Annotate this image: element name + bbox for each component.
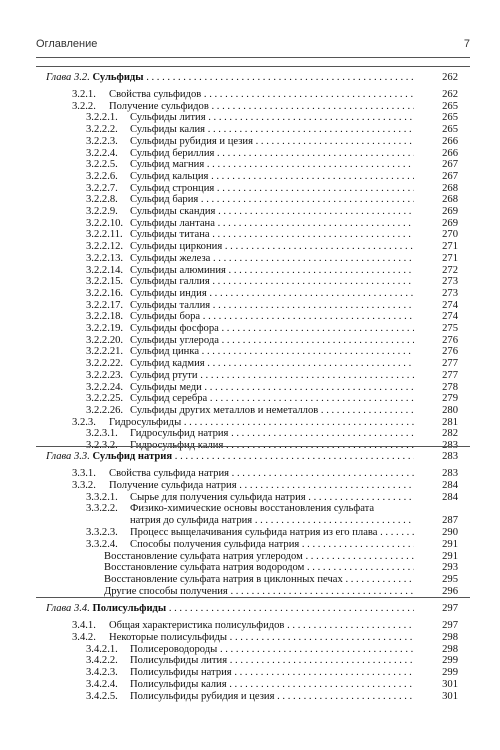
toc-entry[interactable] — [0, 632, 458, 644]
entry-title: Восстановление сульфата натрия углеродом . . . — [104, 551, 414, 563]
entry-page: 277 — [442, 358, 458, 370]
entry-page: 274 — [442, 311, 458, 323]
entry-title: Сульфиды углерода . . . — [130, 335, 414, 347]
toc-entry[interactable] — [0, 136, 458, 148]
entry-page: 297 — [442, 620, 458, 631]
entry-number: 3.2.3.2. — [86, 440, 118, 451]
entry-title: Сульфиды фосфора . . . — [130, 323, 414, 335]
entry-title: натрия до сульфида натрия . . . — [130, 515, 414, 527]
entry-title: Сульфид кальция . . . — [130, 171, 414, 183]
toc-entry[interactable] — [0, 667, 458, 679]
entry-title: Восстановление сульфата натрия водородом . . . — [104, 562, 414, 574]
entry-number: 3.2.2.15. — [86, 276, 124, 288]
entry-page: 275 — [442, 323, 458, 334]
toc-entry[interactable] — [0, 323, 458, 335]
entry-number: 3.3.2.4. — [86, 538, 118, 550]
entry-number: 3.2.2.2. — [86, 124, 118, 136]
entry-title: Получение сульфида натрия . . . — [109, 480, 414, 492]
toc-entry[interactable] — [0, 218, 458, 230]
toc-entry[interactable] — [0, 124, 458, 136]
chapter-label: Глава 3.3. — [46, 451, 90, 462]
section-divider — [36, 446, 470, 447]
toc-entry[interactable] — [0, 527, 458, 539]
toc-entry[interactable] — [0, 492, 458, 504]
entry-title: Полисульфиды лития . . . — [130, 655, 414, 667]
entry-number: 3.2.3.1. — [86, 428, 118, 440]
entry-title: Сульфиды циркония . . . — [130, 241, 414, 253]
entry-title: Гидросульфиды . . . — [109, 417, 414, 429]
toc-entry[interactable] — [0, 393, 458, 405]
toc-chapter[interactable] — [46, 451, 458, 463]
entry-number: 3.2.2.20. — [86, 334, 124, 346]
toc-entry[interactable] — [0, 335, 458, 347]
entry-page: 287 — [442, 515, 458, 527]
entry-page: 301 — [442, 679, 458, 690]
toc-entry[interactable] — [0, 253, 458, 265]
entry-page: 298 — [442, 643, 458, 655]
entry-page: 272 — [442, 264, 458, 276]
entry-page: 298 — [442, 631, 458, 643]
entry-number: 3.3.2.2. — [86, 503, 118, 515]
entry-title: Сульфид бария . . . — [130, 194, 414, 206]
entry-title: Получение сульфидов . . . — [109, 101, 414, 113]
entry-page: 269 — [442, 206, 458, 217]
entry-number: 3.2.2.18. — [86, 311, 124, 323]
entry-number: 3.2.2.17. — [86, 299, 124, 311]
entry-title: Сульфиды титана . . . — [130, 229, 414, 241]
section-divider — [36, 66, 470, 67]
entry-number: 3.2.2.25. — [86, 393, 124, 405]
toc-entry[interactable] — [0, 644, 458, 656]
entry-title: Сульфиды таллия . . . — [130, 300, 414, 312]
entry-page: 301 — [442, 690, 458, 702]
toc-entry[interactable] — [0, 265, 458, 277]
entry-page: 273 — [442, 276, 458, 288]
toc-entry[interactable] — [0, 417, 458, 429]
entry-title: Сульфид бериллия . . . — [130, 148, 414, 160]
chapter-heading — [46, 72, 414, 84]
entry-title: Сульфиды лантана . . . — [130, 218, 414, 230]
entry-title: Способы получения сульфида натрия . . . — [130, 539, 414, 551]
entry-title: Сульфиды калия . . . — [130, 124, 414, 136]
entry-page: 268 — [442, 182, 458, 194]
toc-entry[interactable] — [0, 562, 458, 574]
entry-page: 265 — [442, 112, 458, 124]
entry-page: 283 — [442, 468, 458, 479]
entry-number: 3.3.1. — [72, 468, 96, 479]
entry-page: 266 — [442, 135, 458, 147]
toc-entry[interactable] — [0, 194, 458, 206]
toc-entry[interactable] — [0, 159, 458, 171]
toc-entry[interactable] — [0, 288, 458, 300]
entry-page: 271 — [442, 241, 458, 253]
entry-number: 3.4.2.2. — [86, 655, 118, 667]
entry-title: Полисульфиды натрия . . . — [130, 667, 414, 679]
entry-title: Сульфиды алюминия . . . — [130, 265, 414, 277]
entry-number: 3.4.2.1. — [86, 643, 118, 655]
toc-entry[interactable] — [0, 679, 458, 691]
toc-entry[interactable] — [0, 620, 458, 632]
entry-page: 279 — [442, 393, 458, 405]
entry-title: Некоторые полисульфиды . . . — [109, 632, 414, 644]
entry-page: 271 — [442, 252, 458, 264]
entry-title: Свойства сульфидов . . . — [109, 89, 414, 101]
entry-number: 3.2.2.21. — [86, 346, 124, 358]
entry-title: Другие способы получения . . . — [104, 586, 414, 598]
toc-entry[interactable] — [0, 183, 458, 195]
entry-number: 3.2.2.22. — [86, 358, 124, 370]
entry-title: Гидросульфид натрия . . . — [130, 428, 414, 440]
entry-title: Физико-химические основы восстановления сульфата — [130, 503, 375, 515]
toc-entry[interactable] — [0, 655, 458, 667]
entry-number: 3.2.2.5. — [86, 159, 118, 171]
chapter-heading — [46, 451, 414, 463]
toc-entry[interactable] — [0, 276, 458, 288]
chapter-label: Глава 3.4. — [46, 603, 90, 614]
entry-number: 3.3.2. — [72, 479, 96, 491]
toc-entry[interactable] — [0, 241, 458, 253]
entry-number: 3.3.2.3. — [86, 527, 118, 538]
entry-page: 291 — [442, 538, 458, 550]
entry-title: Сульфиды железа . . . — [130, 253, 414, 265]
toc-entry[interactable] — [0, 370, 458, 382]
entry-title: Сульфид кадмия . . . — [130, 358, 414, 370]
toc-entry[interactable] — [0, 691, 458, 703]
entry-page: 296 — [442, 586, 458, 597]
entry-page: 265 — [442, 100, 458, 112]
entry-number: 3.4.2.5. — [86, 690, 118, 702]
toc-entry[interactable] — [0, 468, 458, 480]
entry-number: 3.4.2.4. — [86, 679, 118, 690]
entry-page: 267 — [442, 159, 458, 171]
entry-page: 299 — [442, 667, 458, 679]
toc-entry[interactable] — [0, 229, 458, 241]
entry-number: 3.2.2.23. — [86, 369, 124, 381]
chapter-page: 283 — [442, 451, 458, 462]
entry-page: 299 — [442, 655, 458, 667]
entry-page: 269 — [442, 217, 458, 229]
toc-entry[interactable] — [0, 346, 458, 358]
chapter-page: 262 — [442, 72, 458, 83]
entry-title: Гидросульфид калия . . . — [130, 440, 414, 452]
entry-title: Сульфиды лития . . . — [130, 112, 414, 124]
toc-entry[interactable] — [0, 503, 458, 515]
entry-page: 276 — [442, 334, 458, 346]
toc-entry[interactable] — [0, 358, 458, 370]
entry-title: Полисульфиды рубидия и цезия . . . — [130, 691, 414, 703]
entry-number: 3.2.2.11. — [86, 229, 123, 241]
entry-page: 265 — [442, 124, 458, 136]
entry-number: 3.2.2.9. — [86, 206, 118, 217]
toc-entry[interactable] — [0, 89, 458, 101]
entry-page: 282 — [442, 428, 458, 440]
entry-title: Сульфиды рубидия и цезия . . . — [130, 136, 414, 148]
toc-entry[interactable] — [0, 551, 458, 563]
entry-title: Сульфид стронция . . . — [130, 183, 414, 195]
toc-entry[interactable] — [0, 480, 458, 492]
entry-number: 3.4.1. — [72, 620, 96, 631]
entry-title: Сульфиды других металлов и неметаллов . . . — [130, 405, 414, 417]
toc-chapter[interactable] — [46, 72, 458, 84]
entry-number: 3.2.2.12. — [86, 241, 124, 253]
entry-page: 280 — [442, 404, 458, 416]
toc-entry[interactable] — [0, 148, 458, 160]
toc-entry[interactable] — [0, 539, 458, 551]
entry-title: Полисульфиды калия . . . — [130, 679, 414, 691]
entry-title: Сульфиды меди . . . — [130, 382, 414, 394]
chapter-title: Полисульфиды — [92, 603, 167, 614]
chapter-page: 297 — [442, 603, 458, 614]
entry-title: Сырье для получения сульфида натрия . . . — [130, 492, 414, 504]
toc-entry[interactable] — [0, 428, 458, 440]
entry-page: 291 — [442, 550, 458, 562]
entry-number: 3.2.1. — [72, 89, 96, 100]
entry-page: 281 — [442, 416, 458, 428]
toc-entry[interactable] — [0, 171, 458, 183]
entry-number: 3.2.2.19. — [86, 323, 124, 334]
entry-page: 273 — [442, 287, 458, 299]
toc-entry[interactable] — [0, 101, 458, 113]
entry-number: 3.2.2.4. — [86, 147, 118, 159]
entry-page: 295 — [442, 574, 458, 586]
entry-page: 278 — [442, 381, 458, 393]
entry-number: 3.2.2.24. — [86, 381, 124, 393]
entry-number: 3.4.2.3. — [86, 667, 118, 679]
entry-number: 3.2.2.8. — [86, 194, 118, 206]
entry-page: 284 — [442, 479, 458, 491]
entry-page: 290 — [442, 527, 458, 538]
entry-page: 268 — [442, 194, 458, 206]
entry-title: Полисероводороды . . . — [130, 644, 414, 656]
toc-entry[interactable] — [0, 311, 458, 323]
entry-number: 3.2.2.1. — [86, 112, 118, 124]
entry-number: 3.2.2.13. — [86, 252, 124, 264]
entry-page: 284 — [442, 491, 458, 503]
entry-page: 274 — [442, 299, 458, 311]
entry-number: 3.2.2.26. — [86, 404, 124, 416]
entry-title: Сульфиды скандия . . . — [130, 206, 414, 218]
entry-page: 262 — [442, 89, 458, 100]
entry-number: 3.4.2. — [72, 631, 96, 643]
chapter-heading — [46, 603, 414, 615]
chapter-label: Глава 3.2. — [46, 72, 90, 83]
toc-entry[interactable] — [0, 405, 458, 417]
entry-page: 293 — [442, 562, 458, 574]
entry-title: Общая характеристика полисульфидов . . . — [109, 620, 414, 632]
entry-page: 266 — [442, 147, 458, 159]
entry-number: 3.2.2.10. — [86, 217, 124, 229]
entry-title: Свойства сульфида натрия . . . — [109, 468, 414, 480]
toc-entry[interactable] — [0, 515, 458, 527]
entry-title: Процесс выщелачивания сульфида натрия из его плава . . . — [130, 527, 414, 539]
entry-page: 270 — [442, 229, 458, 241]
toc-chapter[interactable] — [46, 603, 458, 615]
entry-title: Сульфид магния . . . — [130, 159, 414, 171]
entry-number: 3.2.2.3. — [86, 135, 118, 147]
entry-title: Сульфиды бора . . . — [130, 311, 414, 323]
entry-title: Сульфиды галлия . . . — [130, 276, 414, 288]
running-head-page-number: 7 — [463, 38, 470, 50]
entry-title: Сульфид цинка . . . — [130, 346, 414, 358]
section-divider — [36, 597, 470, 598]
header-rule — [36, 57, 470, 58]
entry-page: 267 — [442, 170, 458, 182]
entry-number: 3.2.2.14. — [86, 264, 124, 276]
entry-page: 283 — [442, 440, 458, 451]
toc-entry[interactable] — [0, 300, 458, 312]
entry-number: 3.2.2.16. — [86, 287, 124, 299]
entry-page: 277 — [442, 369, 458, 381]
entry-page — [428, 503, 458, 515]
toc-entry[interactable] — [0, 206, 458, 218]
entry-number: 3.2.2.7. — [86, 182, 118, 194]
toc-entry[interactable] — [0, 382, 458, 394]
entry-title: Сульфид ртути . . . — [130, 370, 414, 382]
entry-number: 3.2.2. — [72, 100, 96, 112]
entry-number: 3.3.2.1. — [86, 491, 118, 503]
entry-number: 3.2.2.6. — [86, 170, 118, 182]
toc-entry[interactable] — [0, 112, 458, 124]
chapter-title: Сульфид натрия — [92, 451, 173, 462]
entry-title: Сульфид серебра . . . — [130, 393, 414, 405]
running-head-title: Оглавление — [36, 38, 98, 50]
toc-entry[interactable] — [0, 574, 458, 586]
entry-title: Сульфиды индия . . . — [130, 288, 414, 300]
entry-page: 276 — [442, 346, 458, 358]
entry-number: 3.2.3. — [72, 416, 96, 428]
entry-title: Восстановление сульфата натрия в циклонных печах . . . — [104, 574, 414, 586]
chapter-title: Сульфиды — [92, 72, 144, 83]
